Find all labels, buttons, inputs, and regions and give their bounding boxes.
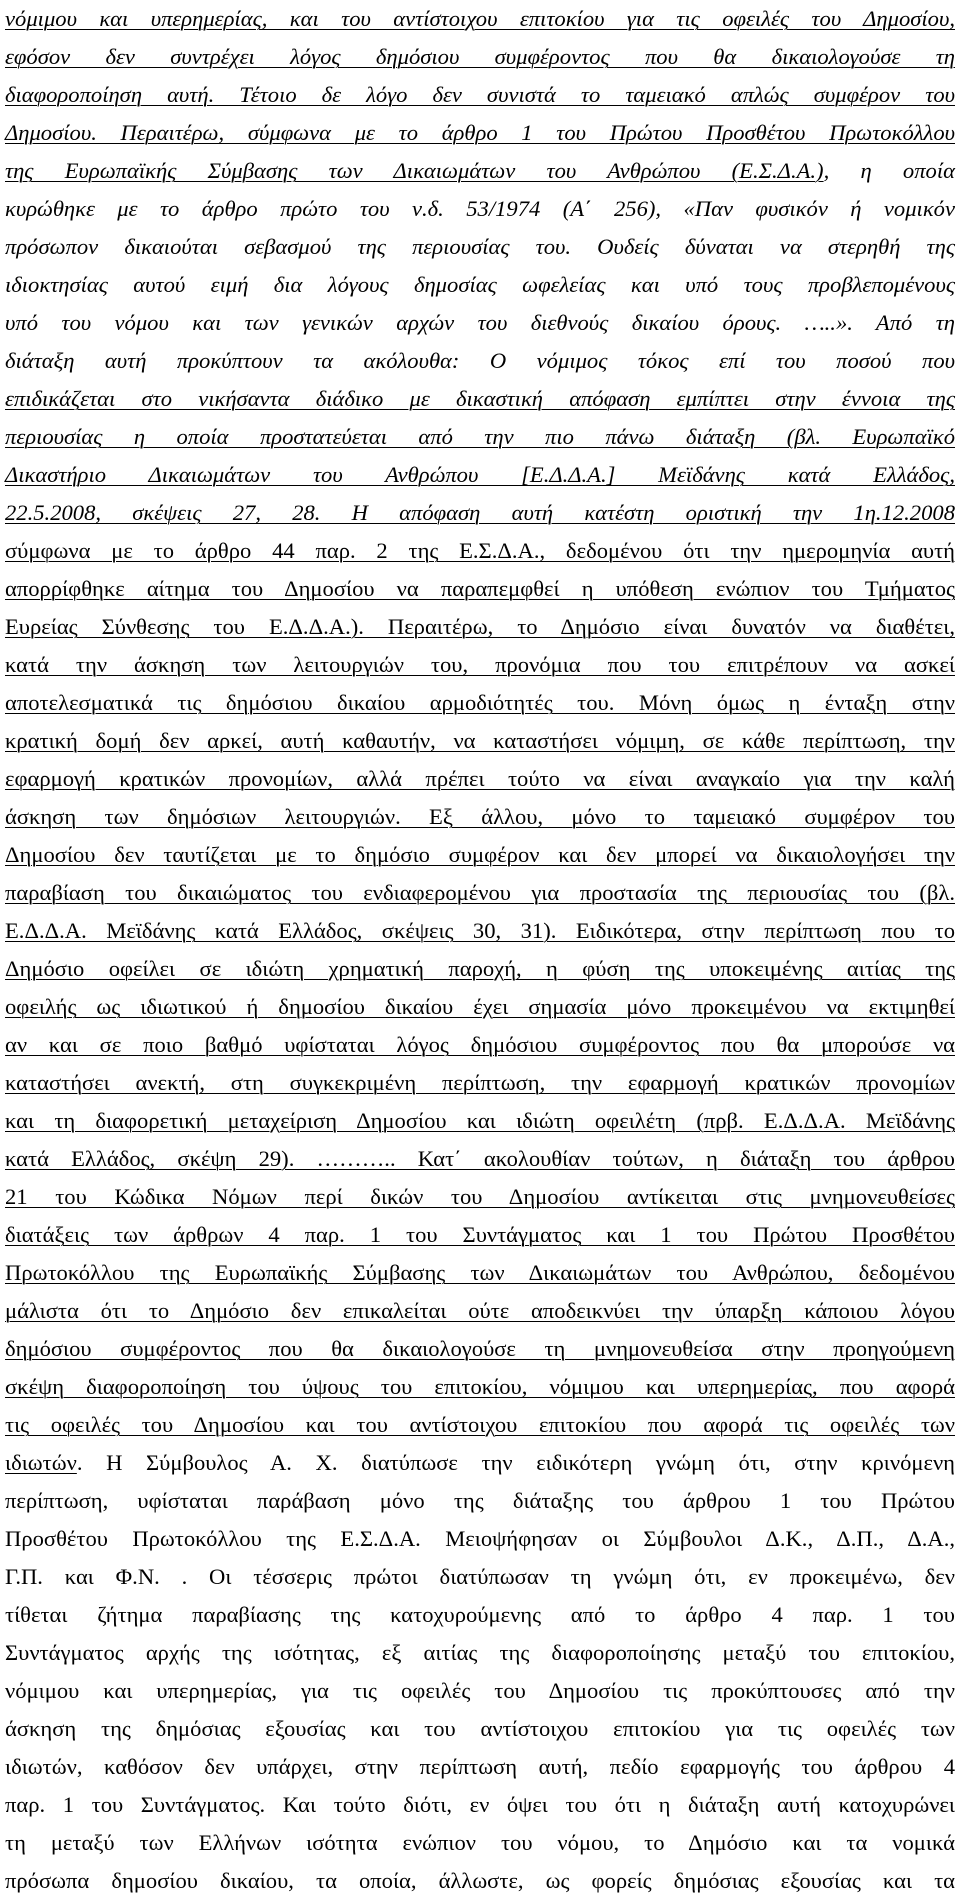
text-line	[5, 798, 955, 836]
text-line	[5, 1406, 955, 1444]
text-segment: οφειλής ως ιδιωτικού ή δημοσίου δικαίου έχει σημασία μόνο προκειμένου να εκτιμηθεί	[5, 994, 955, 1019]
text-line	[5, 1558, 955, 1596]
text-segment: δημόσιου συμφέροντος που θα δικαιολογούσε τη μνημονευθείσα στην προηγούμενη	[5, 1336, 955, 1361]
text-segment: άσκηση των δημόσιων λειτουργιών. Εξ άλλου, μόνο το ταμειακό συμφέρον του	[5, 804, 955, 829]
text-line	[5, 1710, 955, 1748]
text-segment: διατάξεις των άρθρων 4 παρ. 1 του Συντάγματος και 1 του Πρώτου Προσθέτου	[5, 1222, 955, 1247]
text-segment: άσκηση της δημόσιας εξουσίας και του αντίστοιχου επιτοκίου για τις οφειλές των	[5, 1716, 955, 1741]
text-segment: εφόσον δεν συντρέχει λόγος δημόσιου συμφέροντος που θα δικαιολογούσε τη	[5, 44, 955, 69]
text-segment: κυρώθηκε με το άρθρο πρώτο του ν.δ. 53/1974 (Α΄ 256), «Παν φυσικόν ή νομικόν	[5, 196, 955, 221]
text-line	[5, 152, 955, 190]
text-segment: μάλιστα ότι το Δημόσιο δεν επικαλείται ούτε αποδεικνύει την ύπαρξη κάποιου λόγου	[5, 1298, 955, 1323]
text-line	[5, 456, 955, 494]
text-line	[5, 418, 955, 456]
text-segment: αποτελεσματικά τις δημόσιου δικαίου αρμοδιότητές του. Μόνη όμως η ένταξη στην	[5, 690, 955, 715]
text-line	[5, 1102, 955, 1140]
text-line	[5, 1254, 955, 1292]
text-line	[5, 494, 955, 532]
text-segment: Προσθέτου Πρωτοκόλλου της Ε.Σ.Δ.Α. Μειοψήφησαν οι Σύμβουλοι Δ.Κ., Δ.Π., Δ.Α.,	[5, 1526, 955, 1551]
text-segment: πρόσωπα δημοσίου δικαίου, τα οποία, άλλωστε, ως φορείς δημόσιας εξουσίας και τα	[5, 1868, 955, 1893]
text-line	[5, 1672, 955, 1710]
text-segment: περιουσίας η οποία προστατεύεται από την πιο πάνω διάταξη (βλ. Ευρωπαϊκό	[5, 424, 955, 449]
text-line	[5, 760, 955, 798]
text-segment: αν και σε ποιο βαθμό υφίσταται λόγος δημόσιου συμφέροντος που θα μπορούσε να	[5, 1032, 955, 1057]
text-segment: περίπτωση, υφίσταται παράβαση μόνο της διάταξης του άρθρου 1 του Πρώτου	[5, 1488, 955, 1513]
text-segment: Δημόσιο οφείλει σε ιδιώτη χρηματική παροχή, η φύση της υποκειμένης αιτίας της	[5, 956, 955, 981]
text-line	[5, 722, 955, 760]
text-line	[5, 1824, 955, 1862]
text-segment: πρόσωπον δικαιούται σεβασμού της περιουσίας του. Ουδείς δύναται να στερηθή της	[5, 234, 955, 259]
text-line	[5, 1216, 955, 1254]
text-line	[5, 950, 955, 988]
text-line	[5, 1140, 955, 1178]
text-segment: Δημοσίου δεν ταυτίζεται με το δημόσιο συμφέρον και δεν μπορεί να δικαιολογήσει την	[5, 842, 955, 867]
text-segment: νόμιμου και υπερημερίας, και του αντίστοιχου επιτοκίου για τις οφειλές του Δημοσίου,	[5, 6, 955, 31]
text-segment: Δικαστήριο Δικαιωμάτων του Ανθρώπου [Ε.Δ.Δ.Α.] Μεϊδάνης κατά Ελλάδος,	[5, 462, 955, 487]
text-line	[5, 380, 955, 418]
text-segment: σκέψη διαφοροποίηση του ύψους του επιτοκίου, νόμιμου και υπερημερίας, που αφορά	[5, 1374, 955, 1399]
text-segment: επιδικάζεται στο νικήσαντα διάδικο με δικαστική απόφαση εμπίπτει στην έννοια της	[5, 386, 955, 411]
text-line	[5, 1064, 955, 1102]
text-line	[5, 114, 955, 152]
text-line	[5, 988, 955, 1026]
text-segment: κρατική δομή δεν αρκεί, αυτή καθαυτήν, να καταστήσει νόμιμη, σε κάθε περίπτωση, την	[5, 728, 955, 753]
text-segment: κατά την άσκηση των λειτουργιών του, προνόμια που του επιτρέπουν να ασκεί	[5, 652, 955, 677]
text-line	[5, 1520, 955, 1558]
text-line	[5, 912, 955, 950]
text-segment: 21 του Κώδικα Νόμων περί δικών του Δημοσίου αντίκειται στις μνημονευθείσες	[5, 1184, 955, 1209]
text-line	[5, 570, 955, 608]
text-line	[5, 1292, 955, 1330]
text-segment: νόμιμου και υπερημερίας, για τις οφειλές του Δημοσίου τις προκύπτουσες από την	[5, 1678, 955, 1703]
text-line	[5, 874, 955, 912]
text-line	[5, 684, 955, 722]
text-line	[5, 38, 955, 76]
text-segment: παρ. 1 του Συντάγματος. Και τούτο διότι, εν όψει του ότι η διάταξη αυτή κατοχυρώνει	[5, 1792, 955, 1817]
text-line	[5, 1634, 955, 1672]
text-line	[5, 1786, 955, 1824]
text-segment: διάταξη αυτή προκύπτουν τα ακόλουθα: Ο νόμιμος τόκος επί του ποσού που	[5, 348, 955, 373]
text-line	[5, 836, 955, 874]
text-segment: 22.5.2008, σκέψεις 27, 28. Η απόφαση αυτή κατέστη οριστική την 1η.12.2008	[5, 500, 955, 525]
text-segment: Γ.Π. και Φ.Ν. . Οι τέσσερις πρώτοι διατύπωσαν τη γνώμη ότι, εν προκειμένω, δεν	[5, 1564, 955, 1589]
text-segment: Συντάγματος αρχής της ισότητας, εξ αιτίας της διαφοροποίησης μεταξύ του επιτοκίου,	[5, 1640, 955, 1665]
text-line	[5, 1178, 955, 1216]
text-line	[5, 1368, 955, 1406]
text-line	[5, 304, 955, 342]
text-segment: Ε.Δ.Δ.Α. Μεϊδάνης κατά Ελλάδος, σκέψεις 30, 31). Ειδικότερα, στην περίπτωση που το	[5, 918, 955, 943]
text-segment: υπό του νόμου και των γενικών αρχών του διεθνούς δικαίου όρους. …..». Από τη	[5, 310, 955, 335]
text-segment: ιδιωτών	[5, 1450, 77, 1475]
text-segment: Πρωτοκόλλου της Ευρωπαϊκής Σύμβασης των Δικαιωμάτων του Ανθρώπου, δεδομένου	[5, 1260, 955, 1285]
text-segment: τις οφειλές του Δημοσίου και του αντίστοιχου επιτοκίου που αφορά τις οφειλές των	[5, 1412, 955, 1437]
text-segment: καταστήσει ανεκτή, στη συγκεκριμένη περίπτωση, την εφαρμογή κρατικών προνομίων	[5, 1070, 955, 1095]
text-line	[5, 0, 955, 38]
text-segment: τη μεταξύ των Ελλήνων ισότητα ενώπιον του νόμου, το Δημόσιο και τα νομικά	[5, 1830, 955, 1855]
text-segment: . Η Σύμβουλος Α. Χ. διατύπωσε την ειδικότερη γνώμη ότι, στην κρινόμενη	[76, 1450, 955, 1475]
text-line	[5, 1748, 955, 1786]
text-line	[5, 532, 955, 570]
text-line	[5, 1330, 955, 1368]
text-line	[5, 1444, 955, 1482]
text-segment: εφαρμογή κρατικών προνομίων, αλλά πρέπει τούτο να είναι αναγκαίο για την καλή	[5, 766, 955, 791]
text-segment: ιδιωτών, καθόσον δεν υπάρχει, στην περίπτωση αυτή, πεδίο εφαρμογής του άρθρου 4	[5, 1754, 955, 1779]
text-line	[5, 608, 955, 646]
text-line	[5, 266, 955, 304]
text-segment: Δημοσίου. Περαιτέρω, σύμφωνα με το άρθρο 1 του Πρώτου Προσθέτου Πρωτοκόλλου	[5, 120, 955, 145]
text-segment: σύμφωνα με το άρθρο 44 παρ. 2 της Ε.Σ.Δ.Α., δεδομένου ότι την ημερομηνία αυτή	[5, 538, 955, 563]
text-segment: απορρίφθηκε αίτημα του Δημοσίου να παραπεμφθεί η υπόθεση ενώπιον του Τμήματος	[5, 576, 955, 601]
text-line	[5, 76, 955, 114]
text-line	[5, 190, 955, 228]
text-line	[5, 646, 955, 684]
text-segment: παραβίαση του δικαιώματος του ενδιαφερομένου για προστασία της περιουσίας του (βλ.	[5, 880, 955, 905]
text-line	[5, 1026, 955, 1064]
text-segment: διαφοροποίηση αυτή. Τέτοιο δε λόγο δεν συνιστά το ταμειακό απλώς συμφέρον του	[5, 82, 955, 107]
text-line	[5, 342, 955, 380]
text-segment: τίθεται ζήτημα παραβίασης της κατοχυρούμενης από το άρθρο 4 παρ. 1 του	[5, 1602, 955, 1627]
text-line	[5, 1596, 955, 1634]
text-segment: Ευρείας Σύνθεσης του Ε.Δ.Δ.Α.). Περαιτέρω, το Δημόσιο είναι δυνατόν να διαθέτει,	[5, 614, 955, 639]
text-segment: της Ευρωπαϊκής Σύμβασης των Δικαιωμάτων του Ανθρώπου (Ε.Σ.Δ.Α.)	[5, 158, 824, 183]
text-segment: και τη διαφορετική μεταχείριση Δημοσίου και ιδιώτη οφειλέτη (πρβ. Ε.Δ.Δ.Α. Μεϊδάνης	[5, 1108, 955, 1133]
text-line	[5, 228, 955, 266]
text-segment: , η οποία	[823, 158, 955, 183]
text-segment: κατά Ελλάδος, σκέψη 29). ……….. Κατ΄ ακολουθίαν τούτων, η διάταξη του άρθρου	[5, 1146, 955, 1171]
text-segment: ιδιοκτησίας αυτού ειμή δια λόγους δημοσίας ωφελείας και υπό τους προβλεπομένους	[5, 272, 955, 297]
text-line	[5, 1482, 955, 1520]
text-line	[5, 1862, 955, 1900]
